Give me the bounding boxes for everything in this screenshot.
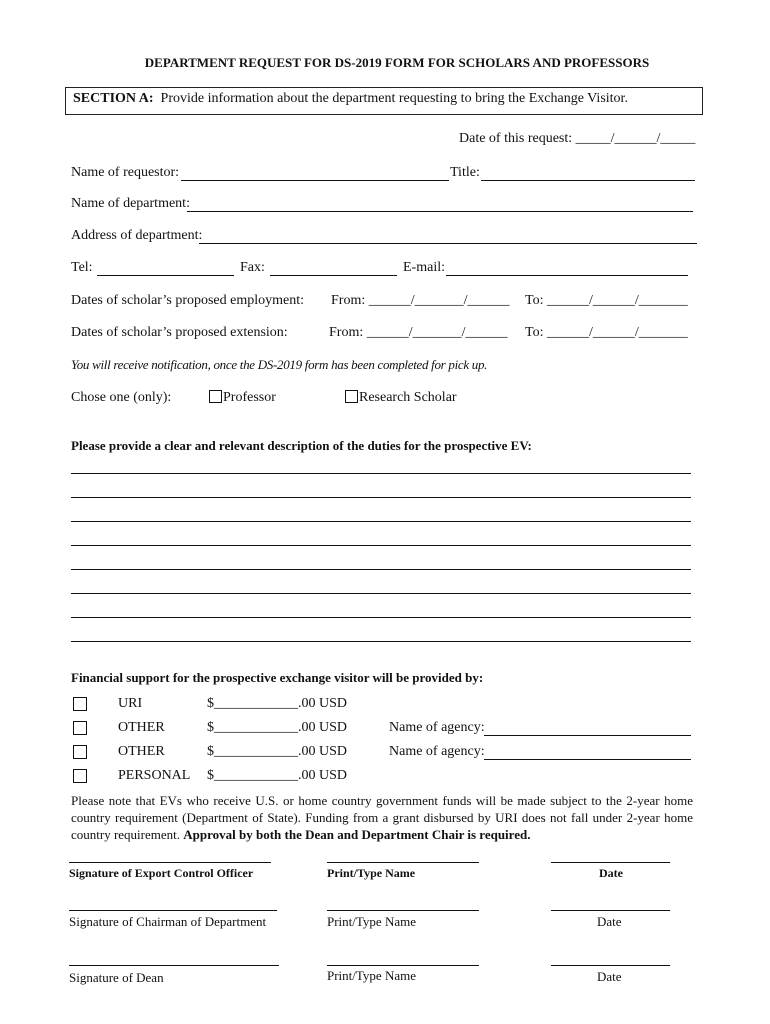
signature-label: Signature of Chairman of Department — [69, 914, 267, 929]
date-line[interactable] — [551, 910, 670, 911]
agency-field[interactable] — [484, 759, 691, 760]
funding-amount[interactable]: $____________.00 USD — [207, 720, 348, 735]
funding-source: OTHER — [118, 720, 165, 735]
print-name-label: Print/Type Name — [327, 968, 416, 983]
print-name-line[interactable] — [327, 965, 479, 966]
tel-field[interactable] — [97, 275, 234, 276]
duties-line[interactable] — [71, 617, 691, 618]
section-a-label: SECTION A: — [73, 91, 154, 106]
funding-source: URI — [118, 696, 143, 711]
extension-from[interactable]: From: ______/_______/______ — [329, 325, 508, 340]
print-name-line[interactable] — [327, 910, 479, 911]
duties-line[interactable] — [71, 473, 691, 474]
date-line[interactable] — [551, 862, 670, 863]
financial-heading: Financial support for the prospective exchange visitor will be provided by: — [71, 670, 484, 685]
employment-label: Dates of scholar’s proposed employment: — [71, 293, 305, 308]
duties-line[interactable] — [71, 521, 691, 522]
approval-requirement: Approval by both the Dean and Department Chair is required. — [183, 827, 531, 842]
fax-field[interactable] — [270, 275, 397, 276]
requestor-label: Name of requestor: — [71, 165, 180, 180]
date-of-request[interactable]: Date of this request: _____/______/_____ — [459, 131, 696, 146]
choose-label: Chose one (only): — [71, 390, 172, 405]
email-field[interactable] — [446, 275, 688, 276]
professor-checkbox[interactable] — [209, 390, 222, 403]
research-scholar-checkbox[interactable] — [345, 390, 358, 403]
funding-checkbox[interactable] — [73, 721, 87, 735]
date-label: Date — [597, 914, 622, 929]
email-label: E-mail: — [403, 260, 445, 275]
duties-line[interactable] — [71, 593, 691, 594]
signature-label: Signature of Export Control Officer — [69, 866, 254, 880]
duties-line[interactable] — [71, 497, 691, 498]
funding-checkbox[interactable] — [73, 745, 87, 759]
funding-amount[interactable]: $____________.00 USD — [207, 744, 348, 759]
section-a-text: Provide information about the department requesting to bring the Exchange Visitor. — [160, 91, 628, 106]
print-name-label: Print/Type Name — [327, 866, 416, 880]
signature-line[interactable] — [69, 910, 277, 911]
signature-line[interactable] — [69, 965, 279, 966]
signature-label: Signature of Dean — [69, 970, 164, 985]
funding-note — [71, 792, 693, 843]
funding-source: OTHER — [118, 744, 165, 759]
title-label: Title: — [450, 165, 480, 180]
address-field[interactable] — [199, 243, 697, 244]
funding-checkbox[interactable] — [73, 769, 87, 783]
duties-line[interactable] — [71, 641, 691, 642]
funding-note-text: Please note that EVs who receive U.S. or home country government funds will be made subject to the 2-year home country requirement (Department of State). Funding from a grant disbursed by URI does not fall under 2-year home country requirement. — [71, 793, 693, 842]
requestor-field[interactable] — [181, 180, 449, 181]
signature-line[interactable] — [69, 862, 271, 863]
pickup-notice: You will receive notification, once the DS-2019 form has been completed for pick up. — [71, 357, 488, 372]
department-label: Name of department: — [71, 196, 190, 211]
agency-label: Name of agency: — [389, 720, 485, 735]
fax-label: Fax: — [240, 260, 265, 275]
agency-field[interactable] — [484, 735, 691, 736]
date-line[interactable] — [551, 965, 670, 966]
extension-label: Dates of scholar’s proposed extension: — [71, 325, 288, 340]
funding-source: PERSONAL — [118, 768, 191, 783]
section-a-box — [65, 87, 703, 115]
agency-label: Name of agency: — [389, 744, 485, 759]
employment-to[interactable]: To: ______/______/_______ — [525, 293, 688, 308]
extension-to[interactable]: To: ______/______/_______ — [525, 325, 688, 340]
print-name-line[interactable] — [327, 862, 479, 863]
duties-line[interactable] — [71, 569, 691, 570]
date-label: Date — [599, 866, 623, 880]
funding-amount[interactable]: $____________.00 USD — [207, 768, 348, 783]
funding-checkbox[interactable] — [73, 697, 87, 711]
date-label: Date — [597, 969, 622, 984]
tel-label: Tel: — [71, 260, 93, 275]
research-scholar-option-label: Research Scholar — [359, 390, 457, 405]
professor-option-label: Professor — [223, 390, 276, 405]
title-field[interactable] — [481, 180, 695, 181]
employment-from[interactable]: From: ______/_______/______ — [331, 293, 510, 308]
duties-heading: Please provide a clear and relevant description of the duties for the prospective EV: — [71, 438, 532, 453]
form-title: DEPARTMENT REQUEST FOR DS-2019 FORM FOR SCHOLARS AND PROFESSORS — [144, 55, 650, 70]
funding-amount[interactable]: $____________.00 USD — [207, 696, 348, 711]
section-a-header — [73, 91, 628, 107]
duties-line[interactable] — [71, 545, 691, 546]
address-label: Address of department: — [71, 228, 203, 243]
print-name-label: Print/Type Name — [327, 914, 416, 929]
department-field[interactable] — [187, 211, 693, 212]
